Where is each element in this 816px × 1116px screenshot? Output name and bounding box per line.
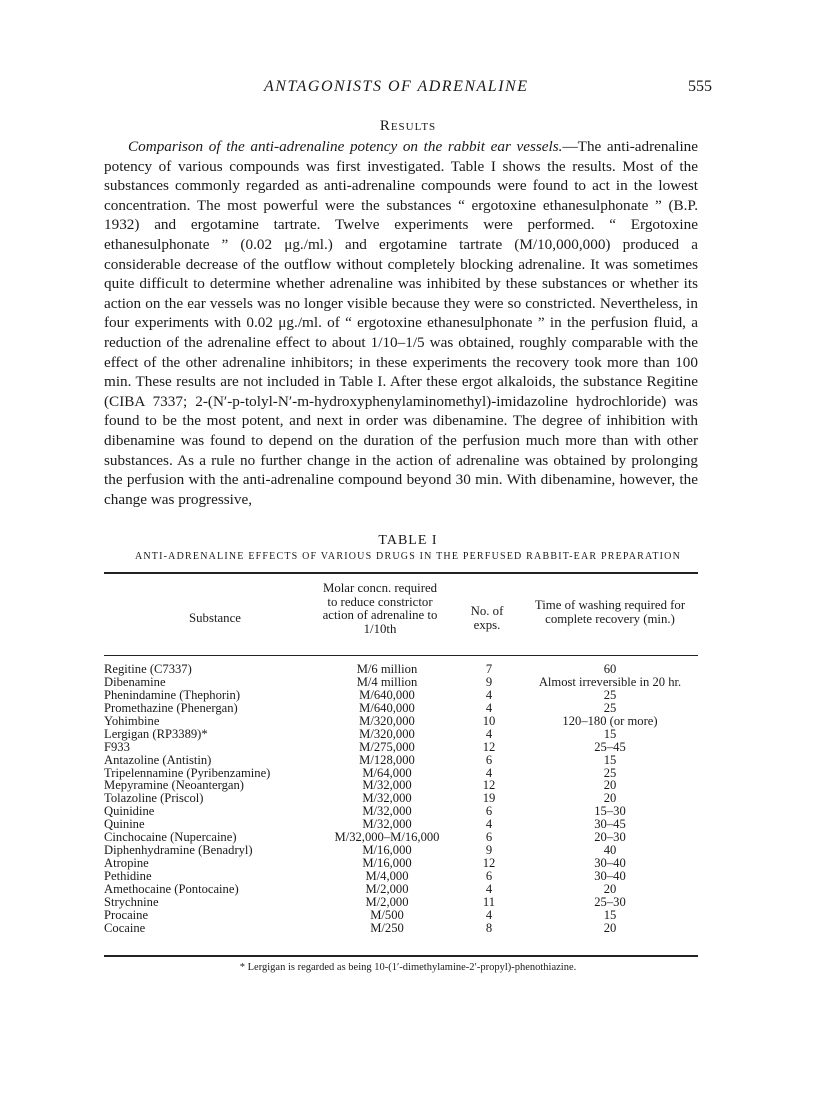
cell-molar-concn: M/128,000: [359, 752, 415, 767]
cell-molar-concn: M/2,000: [365, 894, 409, 909]
cell-substance: Cinchocaine (Nupercaine): [104, 830, 237, 845]
cell-washing-time: 30–40: [594, 869, 626, 883]
cell-washing-time: 20–30: [594, 830, 626, 845]
cell-no-of-exps: 6: [485, 804, 493, 819]
cell-no-of-exps: 4: [485, 765, 493, 780]
cell-no-of-exps: 12: [482, 778, 496, 793]
cell-molar-concn: M/32,000: [362, 817, 412, 832]
table-caption: ANTI-ADRENALINE EFFECTS OF VARIOUS DRUGS IN THE PERFUSED RABBIT-EAR PREPARATION: [134, 551, 682, 562]
cell-substance: Cocaine: [104, 920, 146, 935]
page-number: 555: [688, 78, 712, 95]
cell-washing-time: 15–30: [594, 804, 626, 819]
cell-washing-time: 25–30: [594, 894, 626, 909]
cell-washing-time: 20: [603, 881, 617, 896]
cell-washing-time: 40: [603, 843, 617, 858]
cell-washing-time: 60: [603, 662, 617, 676]
cell-washing-time: 120–180 (or more): [562, 713, 658, 728]
cell-washing-time: 25: [603, 765, 617, 780]
cell-substance: Promethazine (Phenergan): [104, 700, 238, 715]
cell-washing-time: 20: [603, 920, 617, 935]
cell-washing-time: 15: [603, 726, 617, 741]
table-row: [104, 754, 698, 767]
cell-molar-concn: M/250: [370, 920, 404, 935]
cell-no-of-exps: 4: [485, 881, 493, 896]
cell-molar-concn: M/64,000: [362, 765, 412, 780]
cell-molar-concn: M/32,000–M/16,000: [334, 830, 440, 845]
cell-no-of-exps: 4: [485, 726, 493, 741]
table-row: [104, 870, 698, 883]
body-paragraph: [104, 137, 698, 509]
cell-molar-concn: M/32,000: [362, 804, 412, 819]
cell-washing-time: 25–45: [594, 739, 626, 754]
cell-no-of-exps: 9: [485, 843, 493, 858]
cell-no-of-exps: 6: [485, 830, 493, 845]
cell-washing-time: 20: [603, 791, 617, 806]
table-row: [104, 663, 698, 676]
cell-no-of-exps: 10: [482, 713, 496, 728]
table-bottom-rule: [104, 955, 698, 957]
cell-substance: Amethocaine (Pontocaine): [104, 881, 239, 896]
table-row: [104, 741, 698, 754]
running-title: ANTAGONISTS OF ADRENALINE: [264, 78, 529, 95]
cell-no-of-exps: 11: [482, 894, 496, 909]
cell-substance: Atropine: [104, 856, 149, 871]
cell-no-of-exps: 6: [485, 752, 493, 767]
cell-substance: Quinine: [104, 817, 145, 832]
cell-washing-time: Almost irreversible in 20 hr.: [538, 674, 682, 689]
table-label: TABLE I: [378, 533, 438, 548]
paragraph-lead: Comparison of the anti-adrenaline potency on the rabbit ear vessels.: [128, 138, 563, 155]
header-molar-concn: Molar concn. required to reduce constrictor action of adrenaline to 1/10th: [322, 581, 438, 636]
table-row: [104, 896, 698, 909]
cell-molar-concn: M/32,000: [362, 778, 412, 793]
section-title: Results: [379, 118, 437, 134]
table-row: [104, 922, 698, 935]
table-row: [104, 715, 698, 728]
cell-washing-time: 25: [603, 687, 617, 702]
cell-substance: Yohimbine: [104, 713, 160, 728]
paragraph-text: —The anti-adrenaline potency of various compounds was first investigated. Table I shows the results. Most of the substances commonly regarded as anti-adrenaline compounds were found to act in the lowest concentration. The most powerful were the substances “ ergotoxine ethanesulphonate ” (B.P. 1932) and ergotamine tartrate. Twelve experiments were performed. “ Ergotoxine ethanesulphonate ” (0.02 μg./ml.) and ergotamine tartrate (M/10,000,000) produced a considerable decrease of the outflow without completely blocking adrenaline. It was sometimes quite difficult to determine whether adrenaline was inhibited by these substances or whether its action on the ear vessels was no longer visible because they were so constricted. Nevertheless, in four experiments with 0.02 μg./ml. of “ ergotoxine ethanesulphonate ” in the perfusion fluid, a reduction of the adrenaline effect to about 1/10–1/5 was obtained, roughly comparable with the effect of the other adrenaline inhibitors; in these experiments the recovery took more than 100 min. These results are not included in Table I. After these ergot alkaloids, the substance Regitine (CIBA 7337; 2-(N′-p-tolyl-N′-m-hydroxyphenylaminomethyl)-imidazoline hydrochloride) was found to be the most potent, and next in order was dibenamine. The degree of inhibition with dibenamine was found to depend on the duration of the perfusion much more than with other substances. As a rule no further change in the action of adrenaline was obtained by prolonging the perfusion with the anti-adrenaline compound beyond 30 min. With dibenamine, however, the change was progressive,: [104, 138, 698, 508]
cell-no-of-exps: 12: [482, 739, 496, 754]
table-row: [104, 702, 698, 715]
table-row: [104, 728, 698, 741]
cell-molar-concn: M/6 million: [356, 662, 418, 676]
cell-washing-time: 20: [603, 778, 617, 793]
cell-washing-time: 30–40: [594, 856, 626, 871]
cell-no-of-exps: 12: [482, 856, 496, 871]
cell-substance: Antazoline (Antistin): [104, 752, 212, 767]
table-row: [104, 676, 698, 689]
cell-molar-concn: M/320,000: [359, 713, 415, 728]
table-row: [104, 689, 698, 702]
table-footnote: * Lergigan is regarded as being 10-(1′-dimethylamine-2′-propyl)-phenothiazine.: [239, 962, 577, 973]
cell-molar-concn: M/275,000: [359, 739, 415, 754]
cell-substance: Strychnine: [104, 894, 159, 909]
cell-substance: Tripelennamine (Pyribenzamine): [104, 765, 271, 780]
cell-molar-concn: M/640,000: [359, 687, 415, 702]
cell-no-of-exps: 19: [482, 791, 496, 806]
cell-molar-concn: M/16,000: [362, 856, 412, 871]
cell-substance: F933: [104, 739, 130, 754]
cell-no-of-exps: 7: [485, 662, 493, 676]
cell-no-of-exps: 4: [485, 907, 493, 922]
cell-no-of-exps: 4: [485, 687, 493, 702]
cell-washing-time: 15: [603, 907, 617, 922]
header-washing-time: Time of washing required for complete recovery (min.): [534, 598, 686, 626]
cell-molar-concn: M/320,000: [359, 726, 415, 741]
cell-molar-concn: M/32,000: [362, 791, 412, 806]
cell-substance: Regitine (C7337): [104, 662, 192, 676]
cell-no-of-exps: 8: [485, 920, 493, 935]
cell-molar-concn: M/2,000: [365, 881, 409, 896]
cell-substance: Quinidine: [104, 804, 155, 819]
cell-no-of-exps: 9: [485, 674, 493, 689]
cell-molar-concn: M/640,000: [359, 700, 415, 715]
cell-substance: Mepyramine (Neoantergan): [104, 778, 244, 793]
cell-molar-concn: M/16,000: [362, 843, 412, 858]
cell-molar-concn: M/500: [370, 907, 404, 922]
cell-substance: Dibenamine: [104, 674, 166, 689]
table-row: [104, 883, 698, 896]
cell-washing-time: 25: [603, 700, 617, 715]
cell-substance: Procaine: [104, 907, 149, 922]
cell-no-of-exps: 6: [485, 869, 493, 883]
header-no-of-exps: No. of exps.: [470, 604, 504, 632]
table-top-rule: [104, 572, 698, 574]
cell-substance: Pethidine: [104, 869, 152, 883]
cell-substance: Lergigan (RP3389)*: [104, 726, 208, 741]
cell-molar-concn: M/4 million: [356, 674, 418, 689]
cell-washing-time: 15: [603, 752, 617, 767]
cell-substance: Tolazoline (Priscol): [104, 791, 204, 806]
cell-no-of-exps: 4: [485, 700, 493, 715]
cell-molar-concn: M/4,000: [365, 869, 409, 883]
table-row: [104, 909, 698, 922]
cell-substance: Diphenhydramine (Benadryl): [104, 843, 253, 858]
table-body: [104, 663, 698, 935]
header-substance: Substance: [189, 611, 241, 625]
cell-substance: Phenindamine (Thephorin): [104, 687, 241, 702]
table-header-rule: [104, 655, 698, 656]
cell-washing-time: 30–45: [594, 817, 626, 832]
cell-no-of-exps: 4: [485, 817, 493, 832]
